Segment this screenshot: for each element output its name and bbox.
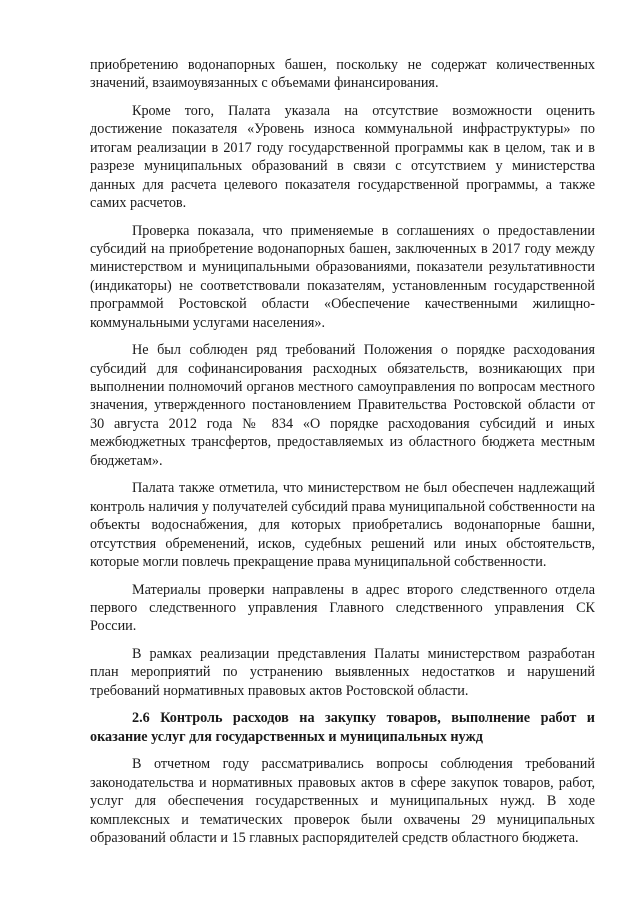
paragraph-control-deficiency: Палата также отметила, что министерством не был обеспечен надлежащий контроль наличия у получателей субсидий права муниципальной собственности на объекты водоснабжения, для которых приобретались водонапорные башни, отсутствия обременений, исков, судебных решений или иных обстоятельств, которые могли повлечь прекращение права муниципальной собственности. xyxy=(90,480,595,570)
paragraph-capacity-indicator: Кроме того, Палата указала на отсутствие возможности оценить достижение показателя «Уровень износа коммунальной инфраструктуры» по итогам реализации в 2017 году государственной программы как в целом, так и в разрезе муниципальных образований в связи с отсутствием у министерства данных для расчета целевого показателя государственной программы, а также самих расчетов. xyxy=(90,103,595,212)
paragraph-inspection-results: Проверка показала, что применяемые в соглашениях о предоставлении субсидий на приобретение водонапорных башен, заключенных в 2017 году между министерством и муниципальными образованиями, показатели результативности (индикаторы) не соответствовали показателям, установленным государственной программой Ростовской области «Обеспечение качественными жилищно-коммунальными услугами населения». xyxy=(90,222,595,331)
paragraph-continuation: приобретению водонапорных башен, поскольку не содержат количественных значений, взаимоувязанных с объемами финансирования. xyxy=(90,57,595,92)
section-heading: 2.6 Контроль расходов на закупку товаров, выполнение работ и оказание услуг для государственных и муниципальных нужд xyxy=(90,710,595,745)
paragraph-materials-sent: Материалы проверки направлены в адрес второго следственного отдела первого следственного управления Главного следственного управления СК России. xyxy=(90,581,595,635)
paragraph-action-plan: В рамках реализации представления Палаты министерством разработан план мероприятий по устранению выявленных недостатков и нарушений требований нормативных правовых актов Ростовской области. xyxy=(90,645,595,699)
document-page xyxy=(90,56,595,857)
paragraph-procurement-review: В отчетном году рассматривались вопросы соблюдения требований законодательства и нормативных правовых актов в сфере закупок товаров, работ, услуг для обеспечения государственных и муниципальных нужд. В ходе комплексных и тематических проверок были охвачены 29 муниципальных образований области и 15 главных распорядителей средств областного бюджета. xyxy=(90,756,595,846)
paragraph-regulation-violations: Не был соблюден ряд требований Положения о порядке расходования субсидий для софинансирования расходных обязательств, возникающих при выполнении полномочий органов местного самоуправления по вопросам местного значения, утвержденного постановлением Правительства Ростовской области от 30 августа 2012 года № 834 «О порядке расходования субсидий и иных межбюджетных трансфертов, предоставляемых из областного бюджета местным бюджетам». xyxy=(90,342,595,469)
